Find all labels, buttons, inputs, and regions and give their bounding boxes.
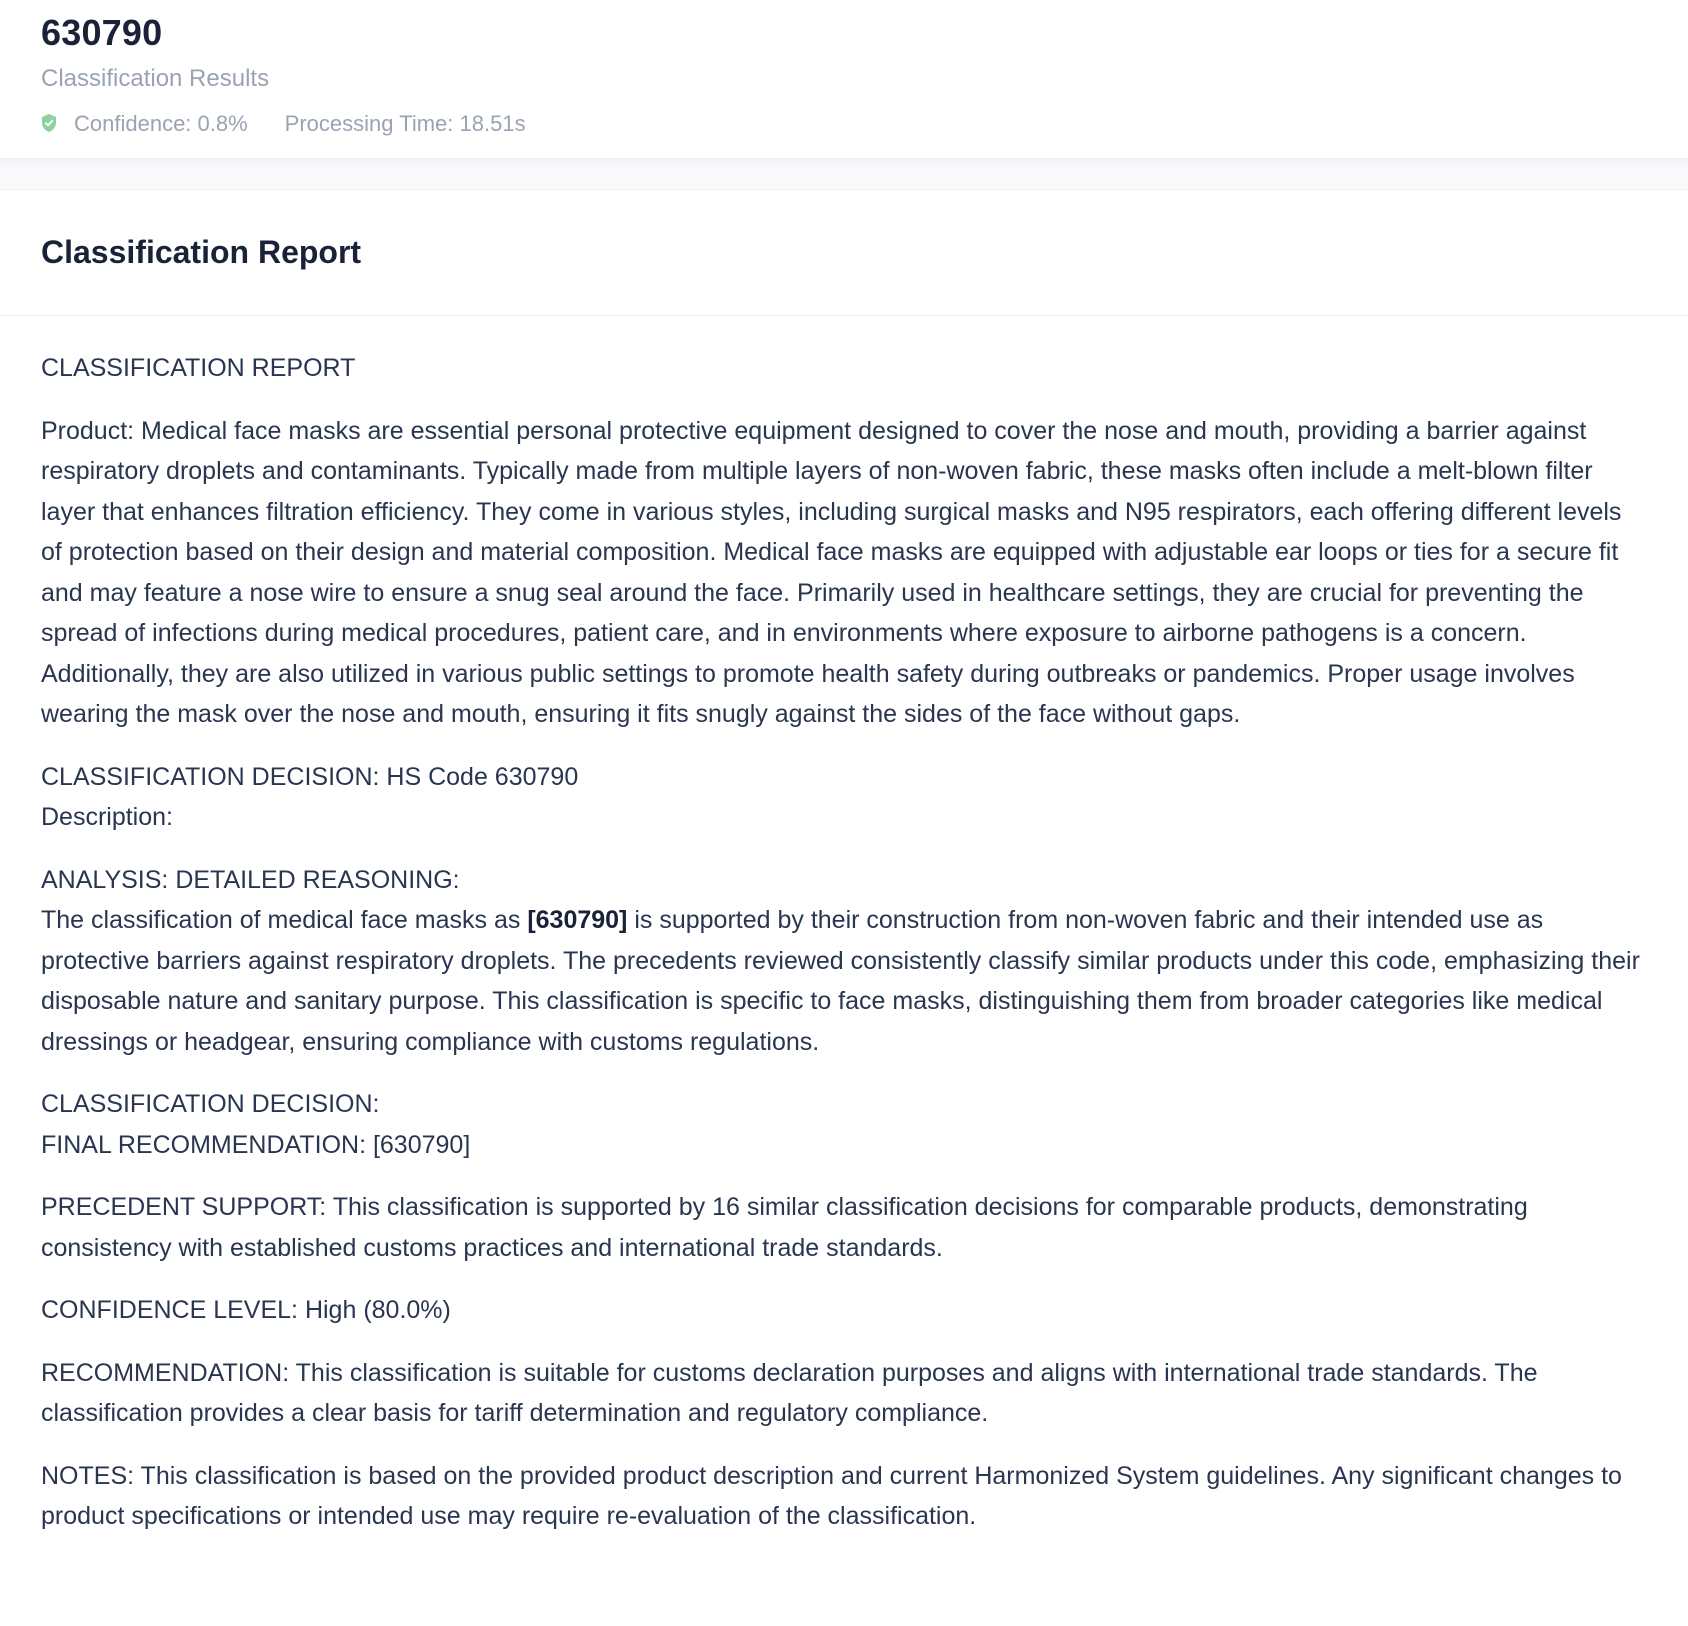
classification-report-card bbox=[0, 190, 1688, 1537]
report-body bbox=[0, 316, 1688, 1537]
results-subtitle: Classification Results bbox=[41, 65, 270, 92]
report-final-recommendation: FINAL RECOMMENDATION: [630790] bbox=[41, 1130, 471, 1159]
report-notes: NOTES: This classification is based on the provided product description and current Harmonized System guidelines. Any significant changes to product specifications or intended use may require re-evaluation of the classification. bbox=[41, 1461, 1622, 1530]
analysis-code: [630790] bbox=[527, 906, 628, 934]
report-product: Product: Medical face masks are essential personal protective equipment designed to cover the nose and mouth, providing a barrier against respiratory droplets and contaminants. Typically made from multiple layers of non-woven fabric, these masks often include a melt-blown filter layer that enhances filtration efficiency. They come in various styles, including surgical masks and N95 respirators, each offering different levels of protection based on their design and material composition. Medical face masks are equipped with adjustable ear loops or ties for a secure fit and may feature a nose wire to ensure a snug seal around the face. Primarily used in healthcare settings, they are crucial for preventing the spread of infections during medical procedures, patient care, and in environments where exposure to airborne pathogens is a concern. Additionally, they are also utilized in various public settings to promote health safety during outbreaks or pandemics. Proper usage involves wearing the mask over the nose and mouth, ensuring it fits snugly against the sides of the face without gaps. bbox=[41, 416, 1622, 728]
report-recommendation: RECOMMENDATION: This classification is suitable for customs declaration purposes and aligns with international trade standards. The classification provides a clear basis for tariff determination and regulatory compliance. bbox=[41, 1358, 1538, 1427]
results-meta bbox=[41, 110, 1647, 138]
hs-code-title: 630790 bbox=[41, 12, 163, 53]
report-analysis bbox=[41, 900, 1647, 1062]
shield-check-icon bbox=[41, 113, 59, 135]
report-analysis-heading: ANALYSIS: DETAILED REASONING: bbox=[41, 865, 460, 894]
report-card-header bbox=[0, 190, 1688, 316]
confidence-value: Confidence: 0.8% bbox=[74, 111, 248, 136]
report-heading: CLASSIFICATION REPORT bbox=[41, 354, 356, 382]
report-confidence-level: CONFIDENCE LEVEL: High (80.0%) bbox=[41, 1296, 451, 1324]
processing-time-value: Processing Time: 18.51s bbox=[284, 111, 526, 136]
report-decision-heading: CLASSIFICATION DECISION: bbox=[41, 1090, 380, 1118]
report-decision-line: CLASSIFICATION DECISION: HS Code 630790 bbox=[41, 762, 579, 791]
section-divider bbox=[0, 159, 1688, 190]
results-header bbox=[0, 0, 1688, 159]
report-card-title: Classification Report bbox=[41, 234, 362, 270]
analysis-suffix: is supported by their construction from non-woven fabric and their intended use as protective barriers against respiratory droplets. The precedents reviewed consistently classify similar products under this code, emphasizing their disposable nature and sanitary purpose. This classification is specific to face masks, distinguishing them from broader categories like medical dressings or headgear, ensuring compliance with customs regulations. bbox=[41, 906, 1640, 1056]
analysis-prefix: The classification of medical face masks as bbox=[41, 906, 528, 934]
report-description-label: Description: bbox=[41, 803, 173, 831]
report-precedent-support: PRECEDENT SUPPORT: This classification is supported by 16 similar classification decisions for comparable products, demonstrating consistency with established customs practices and international trade standards. bbox=[41, 1193, 1528, 1262]
